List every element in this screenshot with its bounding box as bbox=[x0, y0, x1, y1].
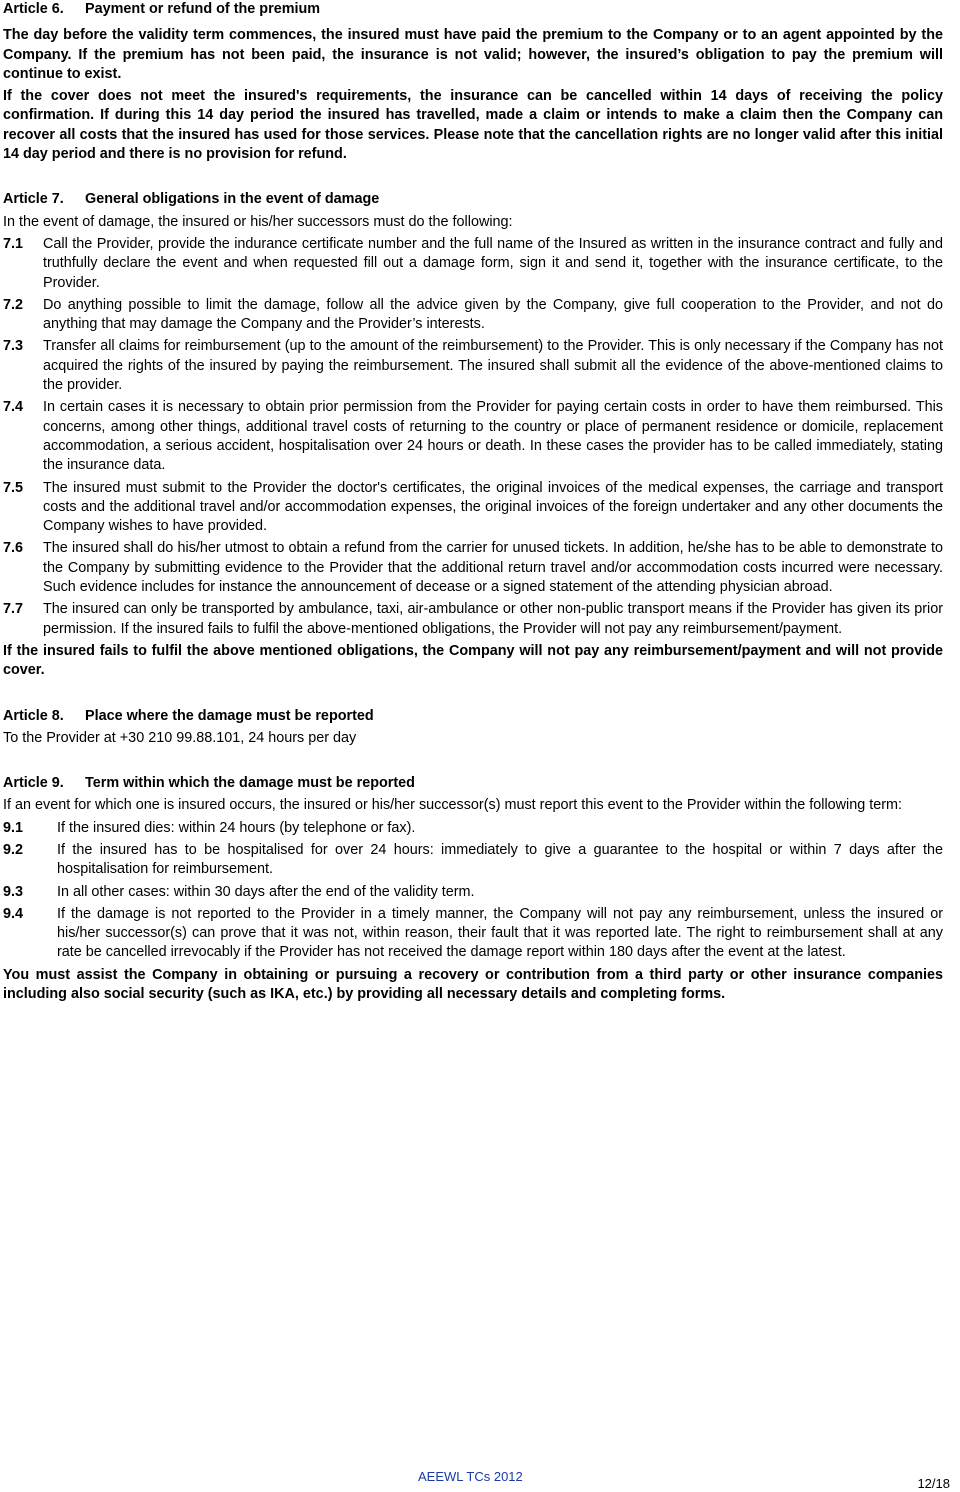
article-9-intro: If an event for which one is insured occurs, the insured or his/her successor(s) must report this event to the Provider within the following term: bbox=[3, 797, 903, 814]
footer-label: AEEWL TCs 2012 bbox=[418, 1469, 523, 1484]
list-item: 7.3 Transfer all claims for reimbursement (up to the amount of the reimbursement) to the Provider. This is only necessary if the Company has not acquired the rights of the insured by paying the reimbursement. The insured shall submit all the evidence of the above-mentioned claims to the provider. bbox=[3, 338, 943, 394]
list-item: 9.4 If the damage is not reported to the Provider in a timely manner, the Company will not pay any reimbursement, unless the insured or his/her successor(s) can prove that it was not, within reason, their fault that it was reported late. The right to reimbursement shall at any rate be cancelled irrevocably if the Provider has not received the damage report within 180 days after the event at the latest. bbox=[3, 905, 943, 961]
article-6-paragraph-1: The day before the validity term commences, the insured must have paid the premium to the Company or to an agent appointed by the Company. If the premium has not been paid, the insurance is not valid; however, the insured’s obligation to pay the premium will continue to exist. bbox=[3, 27, 943, 82]
article-6-paragraph-2: If the cover does not meet the insured's requirements, the insurance can be cancelled within 14 days of receiving the policy confirmation. If during this 14 day period the insured has travelled, made a claim or intends to make a claim then the Company can recover all costs that the insured has used for those services. Please note that the cancellation rights are no longer valid after this initial 14 day period and there is no provision for refund. bbox=[3, 88, 943, 163]
article-8-text: To the Provider at +30 210 99.88.101, 24 hours per day bbox=[3, 729, 357, 746]
list-item: 9.2 If the insured has to be hospitalised for over 24 hours: immediately to give a guarantee to the hospital or within 7 days after the hospitalisation for reimbursement. bbox=[3, 841, 943, 878]
list-item: 7.2 Do anything possible to limit the damage, follow all the advice given by the Company, give full cooperation to the Provider, and not do anything that may damage the Company and the Provider’s interests. bbox=[3, 296, 943, 333]
article-7-heading: Article 7. General obligations in the event of damage bbox=[3, 191, 380, 208]
list-item: 7.4 In certain cases it is necessary to obtain prior permission from the Provider for paying certain costs in order to have them reimbursed. This concerns, among other things, additional travel costs of returning to the country or place of permanent residence or domicile, replacement accommodation, a serious accident, hospitalisation over 24 hours or death. In these cases the provider has to be called immediately, stating the insurance data. bbox=[3, 399, 943, 474]
article-8-heading: Article 8. Place where the damage must be reported bbox=[3, 707, 374, 724]
list-item: 7.5 The insured must submit to the Provider the doctor's certificates, the original invoices of the medical expenses, the carriage and transport costs and the additional travel and/or accommodation expenses, the original invoices of the foreign undertaker and any other documents the Company wishes to have provided. bbox=[3, 479, 943, 535]
list-item: 7.6 The insured shall do his/her utmost to obtain a refund from the carrier for unused tickets. In addition, he/she has to be able to demonstrate to the Company by submitting evidence to the Provider that the additional return travel and/or accommodation costs incurred were necessary. Such evidence includes for instance the announcement of decease or a signed statement of the attending physician abroad. bbox=[3, 540, 943, 596]
list-item: 9.3 In all other cases: within 30 days after the end of the validity term. bbox=[3, 883, 475, 900]
article-6-heading: Article 6. Payment or refund of the premium bbox=[3, 1, 321, 17]
list-item: 9.1 If the insured dies: within 24 hours (by telephone or fax). bbox=[3, 819, 416, 836]
list-item: 7.1 Call the Provider, provide the indurance certificate number and the full name of the Insured as written in the insurance contract and fully and truthfully declare the event and when requested fill out a damage form, sign it and send it, together with the insurance certificate, to the Provider. bbox=[3, 235, 943, 291]
article-7-closing: If the insured fails to fulfil the above mentioned obligations, the Company will not pay any reimbursement/payment and will not provide cover. bbox=[3, 642, 943, 679]
page-number: 12/18 bbox=[917, 1476, 950, 1491]
article-9-heading: Article 9. Term within which the damage must be reported bbox=[3, 775, 415, 792]
document-page bbox=[3, 0, 943, 1004]
list-item: 7.7 The insured can only be transported by ambulance, taxi, air-ambulance or other non-public transport means if the Provider has given its prior permission. If the insured fails to fulfil the above-mentioned obligations, the Provider will not pay any reimbursement/payment. bbox=[3, 601, 943, 637]
article-9-closing: You must assist the Company in obtaining or pursuing a recovery or contribution from a third party or other insurance companies including also social security (such as IKA, etc.) by providing all necessary details and completing forms. bbox=[3, 966, 943, 1003]
article-7-intro: In the event of damage, the insured or his/her successors must do the following: bbox=[3, 213, 513, 230]
